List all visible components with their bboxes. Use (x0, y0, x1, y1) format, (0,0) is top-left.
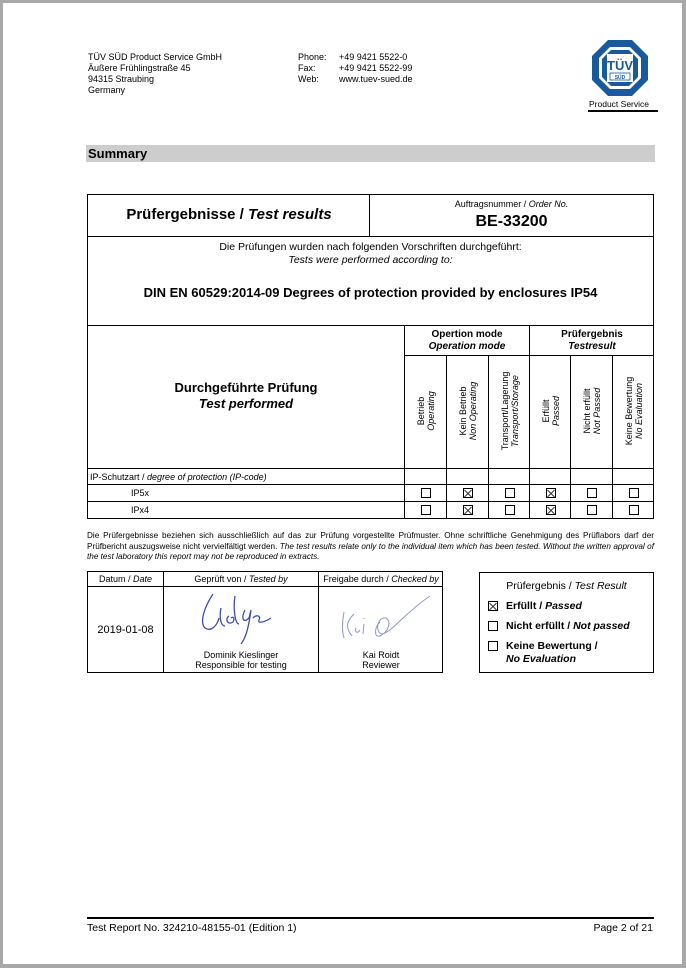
column-header (622, 356, 646, 466)
company-name: TÜV SÜD Product Service GmbH (88, 52, 223, 62)
divider (87, 586, 443, 587)
section-summary (86, 145, 655, 162)
phone-label: Phone: (298, 52, 327, 62)
tester-info (164, 650, 318, 670)
tester-signature-icon (195, 588, 285, 650)
company-city: 94315 Straubing (88, 74, 155, 84)
logo-caption: Product Service (589, 99, 649, 109)
column-header (456, 356, 480, 466)
disclaimer: Die Prüfergebnisse beziehen sich ausschließlich auf das zur Prüfung vorgestellte Prüfmuster. Ohne schriftliche Genehmigung des Prüflabors darf der Prüfbericht auszugsweise nicht vervielfältigt werden. The test results relate only to the individual item which has been tested. Without the written approval of the test laboratory this report may not be reproduced in extracts. (87, 531, 654, 561)
web-link[interactable]: www.tuev-sued.de (339, 74, 413, 84)
company-country: Germany (88, 85, 126, 95)
test-date: 2019-01-08 (97, 624, 154, 636)
divider (87, 484, 654, 485)
checker-signature-icon (330, 592, 440, 650)
tested-by-label: Geprüft von / Tested by (194, 574, 288, 584)
tuv-logo (590, 38, 650, 98)
divider (570, 355, 571, 519)
report-number: Test Report No. 324210-48155-01 (Edition 1) (87, 922, 297, 934)
company-address (88, 52, 222, 96)
fax-label: Fax: (298, 63, 316, 73)
column-header-en: Non Operating (467, 381, 478, 441)
result-checkbox[interactable] (421, 505, 431, 515)
column-header (414, 356, 438, 466)
result-checkbox[interactable] (546, 505, 556, 515)
tuv-octagon-icon (590, 38, 650, 98)
company-street: Äußere Frühlingstraße 45 (88, 63, 191, 73)
test-standard: DIN EN 60529:2014-09 Degrees of protection provided by enclosures IP54 (143, 285, 598, 300)
result-checkbox[interactable] (546, 488, 556, 498)
result-checkbox[interactable] (587, 505, 597, 515)
not-passed-checkbox[interactable] (488, 621, 498, 631)
column-header-en: Passed (550, 395, 561, 427)
final-result-title: Prüfergebnis / Test Result (506, 580, 627, 592)
no-evaluation-checkbox[interactable] (488, 641, 498, 651)
logo-underline (588, 110, 658, 112)
result-checkbox[interactable] (421, 488, 431, 498)
svg-text:TÜV: TÜV (607, 58, 633, 73)
divider (404, 355, 654, 356)
test-performed-de: Durchgeführte Prüfung (174, 380, 318, 395)
column-header (539, 356, 563, 466)
not-passed-option: Nicht erfüllt / Not passed (506, 620, 630, 632)
column-header-de: Nicht erfüllt (581, 388, 592, 434)
column-header-de: Kein Betrieb (457, 386, 468, 436)
checked-by-label: Freigabe durch / Checked by (323, 574, 439, 584)
column-header (580, 356, 604, 466)
svg-text:SÜD: SÜD (614, 75, 626, 81)
order-label: Auftragsnummer / Order No. (454, 199, 569, 209)
column-header-en: No Evaluation (633, 382, 644, 440)
divider (87, 325, 654, 326)
row-label-ipx4: IPx4 (131, 505, 150, 515)
contact-labels (298, 52, 327, 85)
standards-intro-en: Tests were performed according to: (288, 254, 453, 266)
divider (87, 501, 654, 502)
fax-value: +49 9421 5522-99 (339, 63, 413, 73)
contact-values (339, 52, 413, 85)
page-number: Page 2 of 21 (593, 922, 653, 934)
result-header-de: Prüfergebnis (561, 329, 623, 340)
result-checkbox[interactable] (629, 505, 639, 515)
divider (87, 236, 654, 237)
result-checkbox[interactable] (463, 505, 473, 515)
opmode-header-en: Operation mode (428, 341, 506, 352)
divider (612, 355, 613, 519)
web-label: Web: (298, 74, 319, 84)
result-checkbox[interactable] (587, 488, 597, 498)
divider (529, 468, 530, 519)
column-header-de: Transport/Lagerung (499, 371, 510, 451)
passed-option: Erfüllt / Passed (506, 600, 582, 612)
result-checkbox[interactable] (505, 488, 515, 498)
divider (446, 355, 447, 519)
group-label: IP-Schutzart / degree of protection (IP-code) (90, 472, 267, 482)
order-number: BE-33200 (475, 213, 548, 230)
result-checkbox[interactable] (463, 488, 473, 498)
test-performed-en: Test performed (198, 396, 294, 411)
result-checkbox[interactable] (505, 505, 515, 515)
no-evaluation-option: Keine Bewertung / No Evaluation (506, 640, 598, 665)
column-header-en: Not Passed (591, 387, 602, 435)
row-label-ip5x: IP5x (131, 488, 150, 498)
checker-info (319, 650, 443, 670)
divider (87, 468, 654, 469)
date-label: Datum / Date (98, 574, 153, 584)
tester-role: Responsible for testing (195, 660, 287, 670)
checker-name: Kai Roidt (362, 650, 400, 660)
divider (488, 355, 489, 519)
column-header-de: Erfüllt (540, 399, 551, 423)
standards-intro-de: Die Prüfungen wurden nach folgenden Vorschriften durchgeführt: (219, 241, 522, 253)
column-header-en: Transport/Storage (509, 375, 520, 447)
tester-name: Dominik Kieslinger (203, 650, 279, 660)
checker-role: Reviewer (362, 660, 400, 670)
result-checkbox[interactable] (629, 488, 639, 498)
opmode-header-de: Opertion mode (431, 329, 503, 340)
section-title: Summary (88, 146, 148, 161)
column-header (498, 356, 522, 466)
column-header-de: Betrieb (415, 396, 426, 426)
footer-rule (87, 917, 654, 919)
results-title: Prüfergebnisse / Test results (126, 206, 332, 223)
column-header-de: Keine Bewertung (623, 376, 634, 446)
result-header-en: Testresult (568, 341, 616, 352)
column-header-en: Operating (425, 391, 436, 431)
phone-value: +49 9421 5522-0 (339, 52, 408, 62)
passed-checkbox[interactable] (488, 601, 498, 611)
